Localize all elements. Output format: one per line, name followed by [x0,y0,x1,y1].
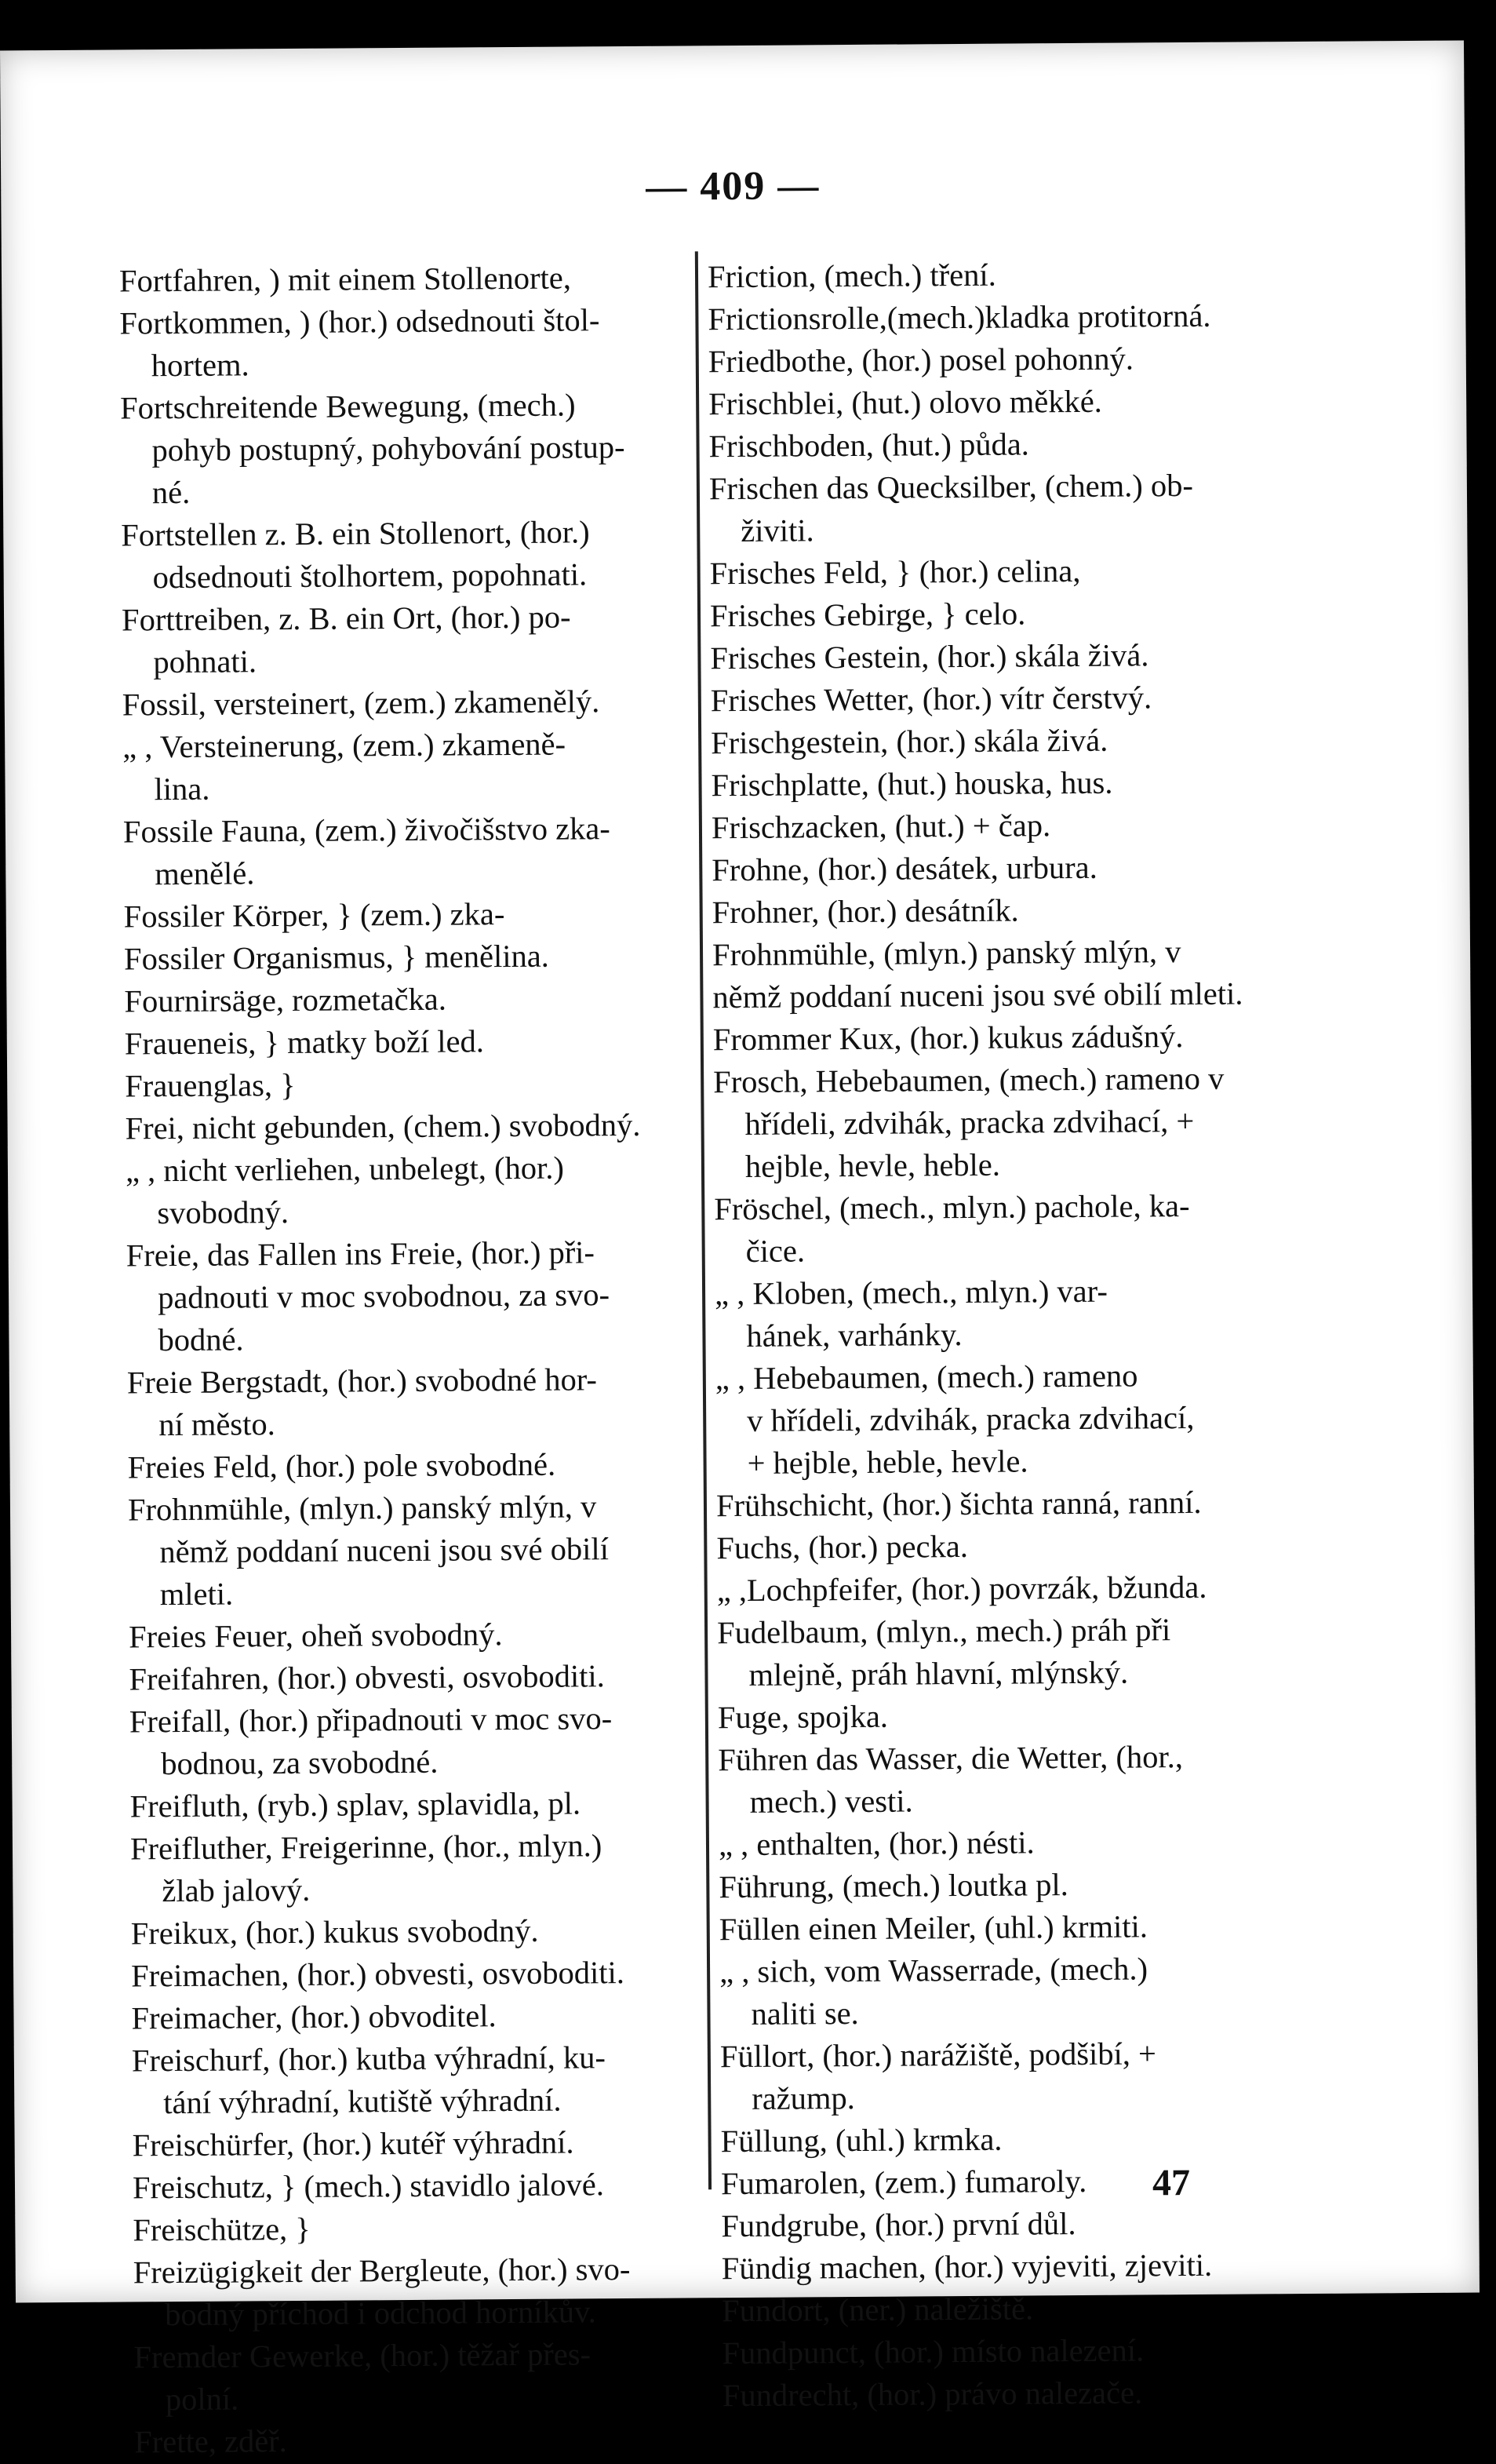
dictionary-entry-line: Fossil, versteinert, (zem.) zkamenělý. [122,683,600,723]
dictionary-entry-line: Fundrecht, (hor.) právo nalezače. [722,2375,1143,2414]
dictionary-entry-line: Fündig machen, (hor.) vyjeviti, zjeviti. [721,2247,1213,2287]
dictionary-entry-line: Freifahren, (hor.) obvesti, osvoboditi. [129,1658,605,1697]
dictionary-entry-line: odsednouti štolhortem, popohnati. [152,556,588,596]
dictionary-entry-line: pohnati. [153,643,257,680]
dictionary-entry-line: Fossiler Organismus, } menělina. [123,938,550,977]
right-column [708,252,1303,2417]
dictionary-entry-line: pohyb postupný, pohybování postup- [151,429,625,468]
dictionary-entry-line: Fortstellen z. B. ein Stollenort, (hor.) [121,514,590,553]
dictionary-entry-line: Füllen einen Meiler, (uhl.) krmiti. [719,1908,1148,1948]
dictionary-entry-line: Füllung, (uhl.) krmka. [720,2121,1003,2160]
dictionary-entry-line: Fortfahren, ) mit einem Stollenorte, [118,260,572,299]
dictionary-entry-line: „ ,Lochpfeifer, (hor.) povrzák, bžunda. [716,1569,1207,1609]
dictionary-entry-line: Freifluth, (ryb.) splav, splavidla, pl. [129,1785,581,1824]
dictionary-entry-line: Friedbothe, (hor.) posel pohonný. [708,341,1134,380]
dictionary-entry-line: „ , Versteinerung, (zem.) zkameně- [122,726,566,765]
dictionary-entry-line: naliti se. [751,1995,859,2032]
dictionary-entry-line: Frischplatte, (hut.) houska, hus. [711,764,1113,804]
dictionary-entry-line: Fuchs, (hor.) pecka. [716,1528,969,1566]
dictionary-entry-line: Fumarolen, (zem.) fumaroly. [720,2163,1087,2202]
dictionary-entry-line: Freies Feld, (hor.) pole svobodné. [127,1446,556,1485]
dictionary-entry-line: Frictionsrolle,(mech.)kladka protitorná. [708,297,1211,337]
dictionary-entry-line: tání výhradní, kutiště výhradní. [163,2082,562,2121]
dictionary-entry-line: Füllort, (hor.) narážiště, podšibí, + [719,2036,1157,2075]
dictionary-entry-line: Frohnmühle, (mlyn.) panský mlýn, v [127,1489,597,1528]
dictionary-entry-line: Frauenglas, } [125,1066,296,1104]
dictionary-entry-line: padnouti v moc svobodnou, za svo- [157,1277,610,1316]
dictionary-entry-line: lina. [154,771,210,807]
dictionary-entry-line: Freie, das Fallen ins Freie, (hor.) při- [126,1234,595,1274]
dictionary-entry-line: Frischgestein, (hor.) skála živá. [711,722,1108,761]
dictionary-entry-line: Fortschreitende Bewegung, (mech.) [120,387,576,426]
dictionary-entry-line: v hřídeli, zdvihák, pracka zdvihací, [747,1399,1195,1438]
dictionary-entry-line: mech.) vesti. [749,1783,913,1820]
dictionary-entry-line: Frischblei, (hut.) olovo měkké. [708,383,1102,422]
dictionary-entry-line: Freimachen, (hor.) obvesti, osvoboditi. [130,1955,625,1994]
dictionary-entry-line: Freimacher, (hor.) obvoditel. [131,1998,497,2036]
dictionary-entry-line: Forttreiben, z. B. ein Ort, (hor.) po- [121,599,571,638]
dictionary-entry-line: Freifall, (hor.) připadnouti v moc svo- [129,1700,613,1740]
dictionary-entry-line: polní. [165,2381,239,2418]
dictionary-entry-line: hřídeli, zdvihák, pracka zdvihací, + [744,1103,1195,1142]
dictionary-entry-line: Freizügigkeit der Bergleute, (hor.) svo- [133,2251,631,2291]
dictionary-entry-line: Fuge, spojka. [717,1698,889,1736]
dictionary-entry-line: bodné. [158,1321,244,1358]
dictionary-entry-line: Frisches Wetter, (hor.) vítr čerstvý. [710,680,1152,719]
dictionary-entry-line: „ , Kloben, (mech., mlyn.) var- [714,1273,1108,1312]
dictionary-entry-line: Frisches Feld, } (hor.) celina, [709,552,1081,592]
scanned-page [0,41,1480,2460]
page-number: — 409 — [646,163,821,210]
dictionary-entry-line: Fudelbaum, (mlyn., mech.) práh při [716,1612,1171,1651]
dictionary-entry-line: hánek, varhánky. [746,1317,963,1354]
dictionary-entry-line: Frosch, Hebebaumen, (mech.) rameno v [713,1060,1225,1100]
dictionary-entry-line: Frei, nicht gebunden, (chem.) svobodný. [125,1106,641,1146]
dictionary-entry-line: Fournirsäge, rozmetačka. [124,981,447,1019]
dictionary-entry-line: Führung, (mech.) loutka pl. [719,1867,1068,1905]
dictionary-entry-line: né. [151,474,191,511]
dictionary-entry-line: Frette, zděř. [134,2423,287,2460]
dictionary-entry-line: Fundgrube, (hor.) první důl. [721,2206,1076,2244]
dictionary-entry-line: Freischürfer, (hor.) kutéř výhradní. [132,2124,574,2163]
dictionary-entry-line: Freie Bergstadt, (hor.) svobodné hor- [126,1361,598,1401]
dictionary-entry-line: Frisches Gebirge, } celo. [709,596,1026,634]
dictionary-entry-line: ražump. [752,2080,855,2116]
dictionary-entry-line: Frischboden, (hut.) půda. [708,426,1030,465]
dictionary-entry-line: němž poddaní nuceni jsou své obilí [159,1531,610,1570]
dictionary-entry-line: „ , enthalten, (hor.) nésti. [718,1824,1035,1863]
left-column [119,256,715,2463]
dictionary-entry-line: menělé. [155,855,255,892]
signature-mark: 47 [1152,2162,1191,2204]
dictionary-entry-line: svobodný. [157,1194,289,1231]
dictionary-entry-line: Frohnmühle, (mlyn.) panský mlýn, v [712,934,1181,973]
dictionary-entry-line: Freikux, (hor.) kukus svobodný. [130,1912,539,1952]
dictionary-entry-line: Fraueneis, } matky boží led. [124,1023,485,1062]
dictionary-entry-line: mlejně, práh hlavní, mlýnský. [748,1654,1129,1693]
dictionary-entry-line: Frischen das Quecksilber, (chem.) ob- [708,467,1194,507]
dictionary-entry-line: němž poddaní nuceni jsou své obilí mleti. [712,975,1243,1015]
dictionary-entry-line: Frommer Kux, (hor.) kukus zádušný. [712,1019,1184,1058]
dictionary-entry-line: hejble, hevle, heble. [744,1146,1001,1184]
dictionary-entry-line: Frisches Gestein, (hor.) skála živá. [710,637,1149,676]
dictionary-entry-line: Frischzacken, (hut.) + čap. [711,807,1051,846]
dictionary-entry-line: „ , sich, vom Wasserrade, (mech.) [719,1951,1148,1990]
dictionary-entry-line: čice. [745,1233,806,1269]
dictionary-entry-line: bodnou, za svobodné. [161,1744,439,1782]
dictionary-entry-line: Freies Feuer, oheň svobodný. [128,1617,503,1655]
dictionary-entry-line: + hejble, heble, hevle. [747,1443,1028,1481]
dictionary-entry-line: Fremder Gewerke, (hor.) těžař přes- [133,2336,591,2375]
dictionary-entry-line: ní město. [158,1406,275,1443]
dictionary-entry-line: Fundort, (ner.) naležiště. [721,2291,1034,2329]
dictionary-entry-line: Freischütze, } [133,2211,311,2248]
dictionary-entry-line: mleti. [159,1576,234,1613]
dictionary-entry-line: „ , Hebebaumen, (mech.) rameno [715,1358,1138,1397]
dictionary-entry-line: bodný příchod i odchod horníkův. [164,2294,596,2333]
dictionary-entry-line: Freischutz, } (mech.) stavidlo jalové. [132,2167,605,2206]
dictionary-entry-line: Freifluther, Freigerinne, (hor., mlyn.) [129,1828,602,1867]
dictionary-entry-line: „ , nicht verliehen, unbelegt, (hor.) [125,1150,565,1189]
dictionary-entry-line: Fröschel, (mech., mlyn.) pachole, ka- [714,1187,1190,1227]
dictionary-entry-line: Friction, (mech.) tření. [707,257,996,295]
dictionary-entry-line: Frohne, (hor.) desátek, urbura. [712,849,1097,888]
dictionary-entry-line: Fossile Fauna, (zem.) živočišstvo zka- [122,811,610,850]
dictionary-entry-line: Fossiler Körper, } (zem.) zka- [123,896,505,935]
dictionary-entry-line: živiti. [741,512,814,549]
dictionary-entry-line: Fundpunct, (hor.) místo nalezení. [722,2332,1145,2371]
dictionary-entry-line: Führen das Wasser, die Wetter, (hor., [718,1739,1184,1778]
dictionary-entry-line: Frühschicht, (hor.) šichta ranná, ranní. [715,1484,1202,1524]
dictionary-entry-line: Freischurf, (hor.) kutba výhradní, ku- [131,2039,606,2079]
dictionary-entry-line: hortem. [151,347,249,384]
dictionary-entry-line: Frohner, (hor.) desátník. [712,892,1019,931]
dictionary-entry-line: Fortkommen, ) (hor.) odsednouti štol- [119,302,600,341]
dictionary-entry-line: žlab jalový. [162,1872,311,1909]
